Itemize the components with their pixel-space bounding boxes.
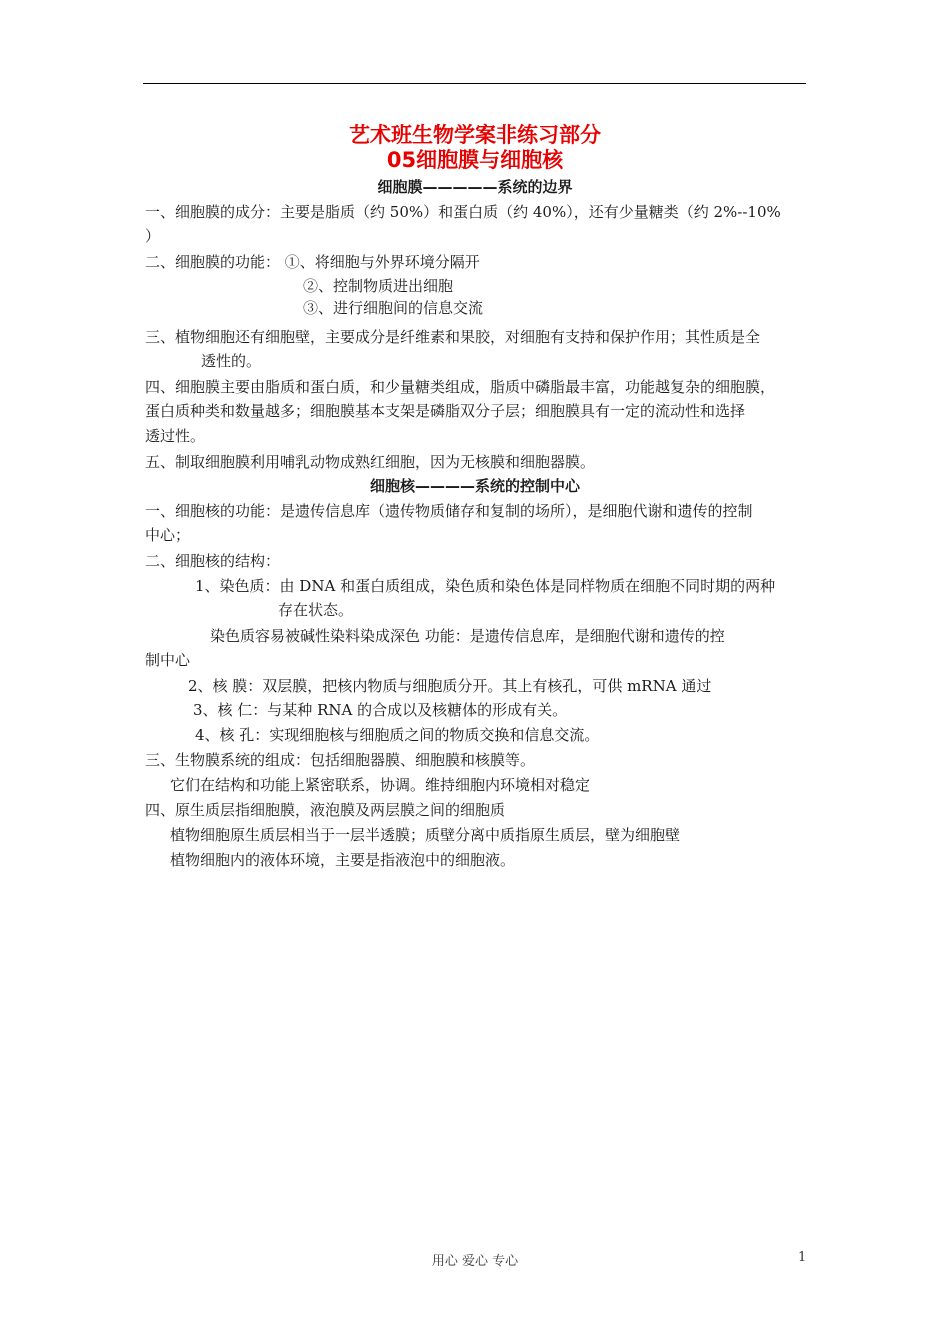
text-line: 一、细胞核的功能：是遗传信息库（遗传物质储存和复制的场所），是细胞代谢和遗传的控制 bbox=[145, 502, 753, 520]
text-line: 植物细胞内的液体环境，主要是指液泡中的细胞液。 bbox=[170, 851, 516, 869]
text-line: 三、生物膜系统的组成：包括细胞器膜、细胞膜和核膜等。 bbox=[145, 751, 536, 769]
text-line: 三、植物细胞还有细胞壁，主要成分是纤维素和果胶，对细胞有支持和保护作用；其性质是全 bbox=[145, 328, 761, 346]
text-line: ） bbox=[145, 227, 161, 245]
page-title: 艺术班生物学案非练习部分 bbox=[349, 123, 601, 147]
page-footer: 用心 爱心 专心 bbox=[431, 1254, 519, 1269]
text-line: 四、原生质层指细胞膜，液泡膜及两层膜之间的细胞质 bbox=[145, 801, 506, 819]
text-line: 染色质容易被碱性染料染成深色 功能：是遗传信息库，是细胞代谢和遗传的控 bbox=[210, 627, 725, 645]
text-line: 1、染色质：由 DNA 和蛋白质组成，染色质和染色体是同样物质在细胞不同时期的两种 bbox=[195, 577, 776, 595]
page-number: 1 bbox=[798, 1250, 807, 1265]
text-line: ③、进行细胞间的信息交流 bbox=[303, 299, 484, 317]
text-line: 3、核 仁：与某种 RNA 的合成以及核糖体的形成有关。 bbox=[193, 701, 568, 719]
text-line: 制中心 bbox=[145, 651, 191, 669]
text-line: 透性的。 bbox=[201, 352, 262, 370]
page-subtitle: 05细胞膜与细胞核 bbox=[386, 148, 564, 172]
text-line: 四、细胞膜主要由脂质和蛋白质，和少量糖类组成，脂质中磷脂最丰富，功能越复杂的细胞膜， bbox=[145, 378, 776, 396]
text-line: 存在状态。 bbox=[278, 601, 354, 619]
text-line: 二、细胞核的结构： bbox=[145, 552, 281, 570]
text-line: 植物细胞原生质层相当于一层半透膜；质壁分离中质指原生质层，壁为细胞壁 bbox=[170, 826, 681, 844]
text-line: 4、核 孔：实现细胞核与细胞质之间的物质交换和信息交流。 bbox=[195, 726, 600, 744]
text-line: 它们在结构和功能上紧密联系，协调。维持细胞内环境相对稳定 bbox=[170, 776, 591, 794]
text-line: 二、细胞膜的功能： ①、将细胞与外界环境分隔开 bbox=[145, 253, 480, 271]
section-heading-membrane: 细胞膜—————系统的边界 bbox=[377, 178, 573, 196]
header-rule bbox=[143, 83, 806, 84]
text-line: 中心； bbox=[145, 526, 191, 544]
text-line: 透过性。 bbox=[145, 427, 206, 445]
text-line: 蛋白质种类和数量越多；细胞膜基本支架是磷脂双分子层；细胞膜具有一定的流动性和选择 bbox=[145, 402, 746, 420]
section-heading-nucleus: 细胞核————系统的控制中心 bbox=[369, 477, 580, 495]
text-line: 2、核 膜：双层膜，把核内物质与细胞质分开。其上有核孔，可供 mRNA 通过 bbox=[188, 677, 712, 695]
text-line: 一、细胞膜的成分：主要是脂质（约 50%）和蛋白质（约 40%），还有少量糖类（约 2%--10% bbox=[145, 203, 781, 221]
text-line: 五、制取细胞膜利用哺乳动物成熟红细胞，因为无核膜和细胞器膜。 bbox=[145, 453, 596, 471]
text-line: ②、控制物质进出细胞 bbox=[303, 277, 454, 295]
